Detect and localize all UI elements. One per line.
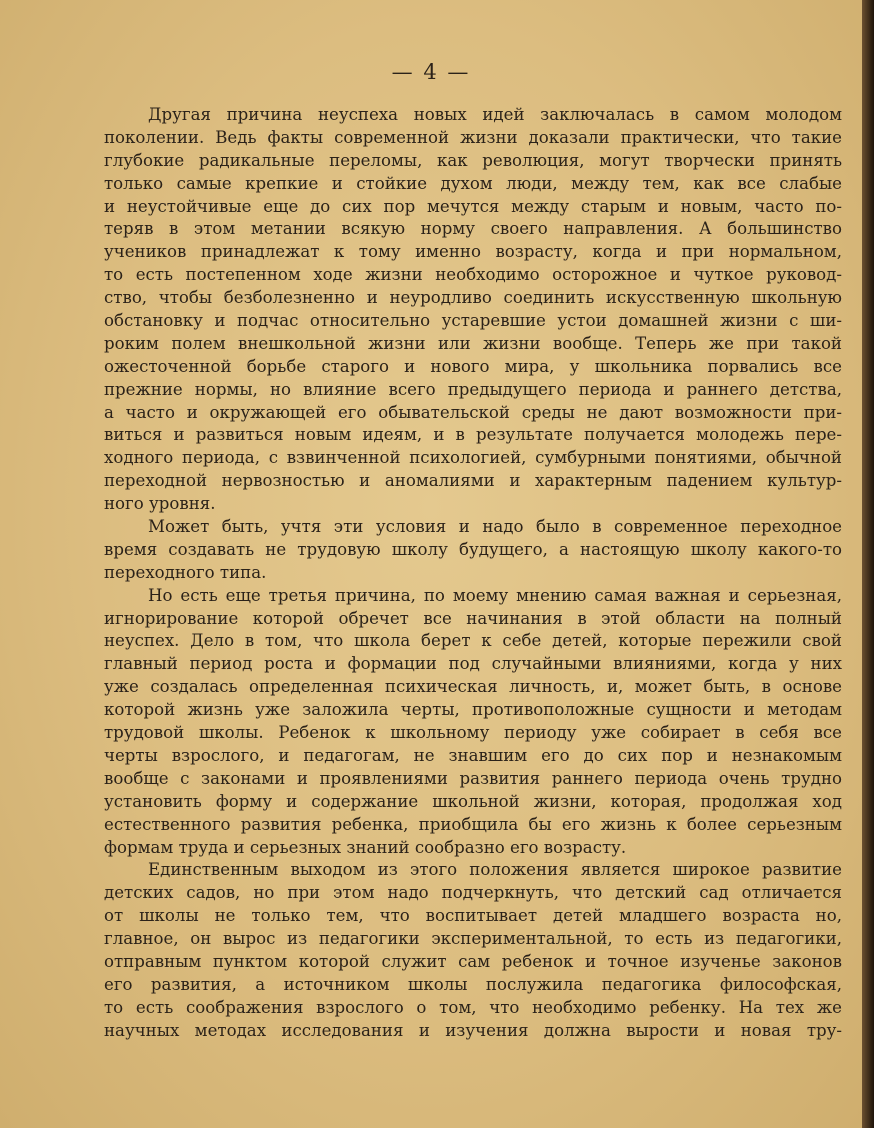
text-line: прежние нормы, но влияние всего предыдущего периода и раннего детства, (104, 379, 842, 399)
text-line: теряв в этом метании всякую норму своего направления. А большинство (104, 219, 842, 239)
text-line: глубокие радикальные переломы, как революция, могут творчески принять (104, 150, 842, 170)
text-line: вообще с законами и проявлениями развития раннего периода очень трудно (104, 768, 842, 788)
text-line: его развития, а источником школы послужила педагогика философская, (104, 974, 842, 994)
paragraph (104, 859, 842, 1042)
text-line: черты взрослого, и педагогам, не знавшим его до сих пор и незнакомым (104, 745, 842, 765)
text-line: ного уровня. (104, 494, 216, 514)
text-line: главное, он вырос из педагогики экспериментальной, то есть из педагогики, (104, 929, 842, 949)
text-line: главный период роста и формации под случайными влияниями, когда у них (104, 654, 842, 674)
text-line: ство, чтобы безболезненно и неуродливо соединить искусственную школьную (104, 288, 842, 308)
text-line: поколении. Ведь факты современной жизни доказали практически, что такие (104, 127, 842, 147)
text-line: обстановку и подчас относительно устаревшие устои домашней жизни с ши- (104, 311, 842, 331)
page-edge (862, 0, 874, 1128)
text-line: уже создалась определенная психическая личность, и, может быть, в основе (104, 677, 842, 697)
text-line: ходного периода, с взвинченной психологией, сумбурными понятиями, обычной (104, 448, 842, 468)
paragraph (104, 516, 842, 585)
text-line: Может быть, учтя эти условия и надо было в современное переходное (148, 517, 842, 537)
text-line: детских садов, но при этом надо подчеркнуть, что детский сад отличается (104, 883, 842, 903)
text-line: формам труда и серьезных знаний сообразно его возрасту. (104, 837, 627, 857)
text-line: игнорирование которой обречет все начинания в этой области на полный (104, 608, 842, 628)
text-line: переходного типа. (104, 562, 267, 582)
text-line: то есть соображения взрослого о том, что необходимо ребенку. На тех же (104, 997, 842, 1017)
page-number: — 4 — (391, 60, 471, 84)
text-line: установить форму и содержание школьной жизни, которая, продолжая ход (104, 791, 842, 811)
text-line: неуспех. Дело в том, что школа берет к себе детей, которые пережили свой (104, 631, 842, 651)
text-line: естественного развития ребенка, приобщила бы его жизнь к более серьезным (104, 814, 842, 834)
text-line: от школы не только тем, что воспитывает детей младшего возраста но, (104, 906, 842, 926)
paragraph (104, 104, 842, 516)
text-line: а часто и окружающей его обывательской среды не дают возможности при- (104, 402, 842, 422)
text-line: только самые крепкие и стойкие духом люди, между тем, как все слабые (104, 173, 842, 193)
text-line: роким полем внешкольной жизни или жизни вообще. Теперь же при такой (104, 333, 842, 353)
text-line: учеников принадлежат к тому именно возрасту, когда и при нормальном, (104, 242, 842, 262)
text-line: которой жизнь уже заложила черты, противоположные сущности и методам (104, 700, 842, 720)
text-line: переходной нервозностью и аномалиями и характерным падением культур- (104, 471, 842, 491)
text-line: научных методах исследования и изучения должна вырости и новая тру- (104, 1020, 842, 1040)
text-line: Другая причина неуспеха новых идей заключалась в самом молодом (148, 105, 842, 124)
text-line: трудовой школы. Ребенок к школьному периоду уже собирает в себя все (104, 723, 842, 743)
text-line: Но есть еще третья причина, по моему мнению самая важная и серьезная, (148, 585, 842, 605)
text-line: то есть постепенном ходе жизни необходимо осторожное и чуткое руковод- (104, 265, 842, 285)
text-line: отправным пунктом которой служит сам ребенок и точное изученье законов (104, 951, 842, 971)
text-line: Единственным выходом из этого положения является широкое развитие (148, 860, 842, 880)
paragraph (104, 585, 842, 860)
text-line: виться и развиться новым идеям, и в результате получается молодежь пере- (104, 425, 842, 445)
text-line: и неустойчивые еще до сих пор мечутся между старым и новым, часто по- (104, 196, 842, 216)
body-text (104, 104, 842, 1043)
text-line: время создавать не трудовую школу будущего, а настоящую школу какого-то (104, 539, 842, 559)
text-line: ожесточенной борьбе старого и нового мира, у школьника порвались все (104, 356, 842, 376)
